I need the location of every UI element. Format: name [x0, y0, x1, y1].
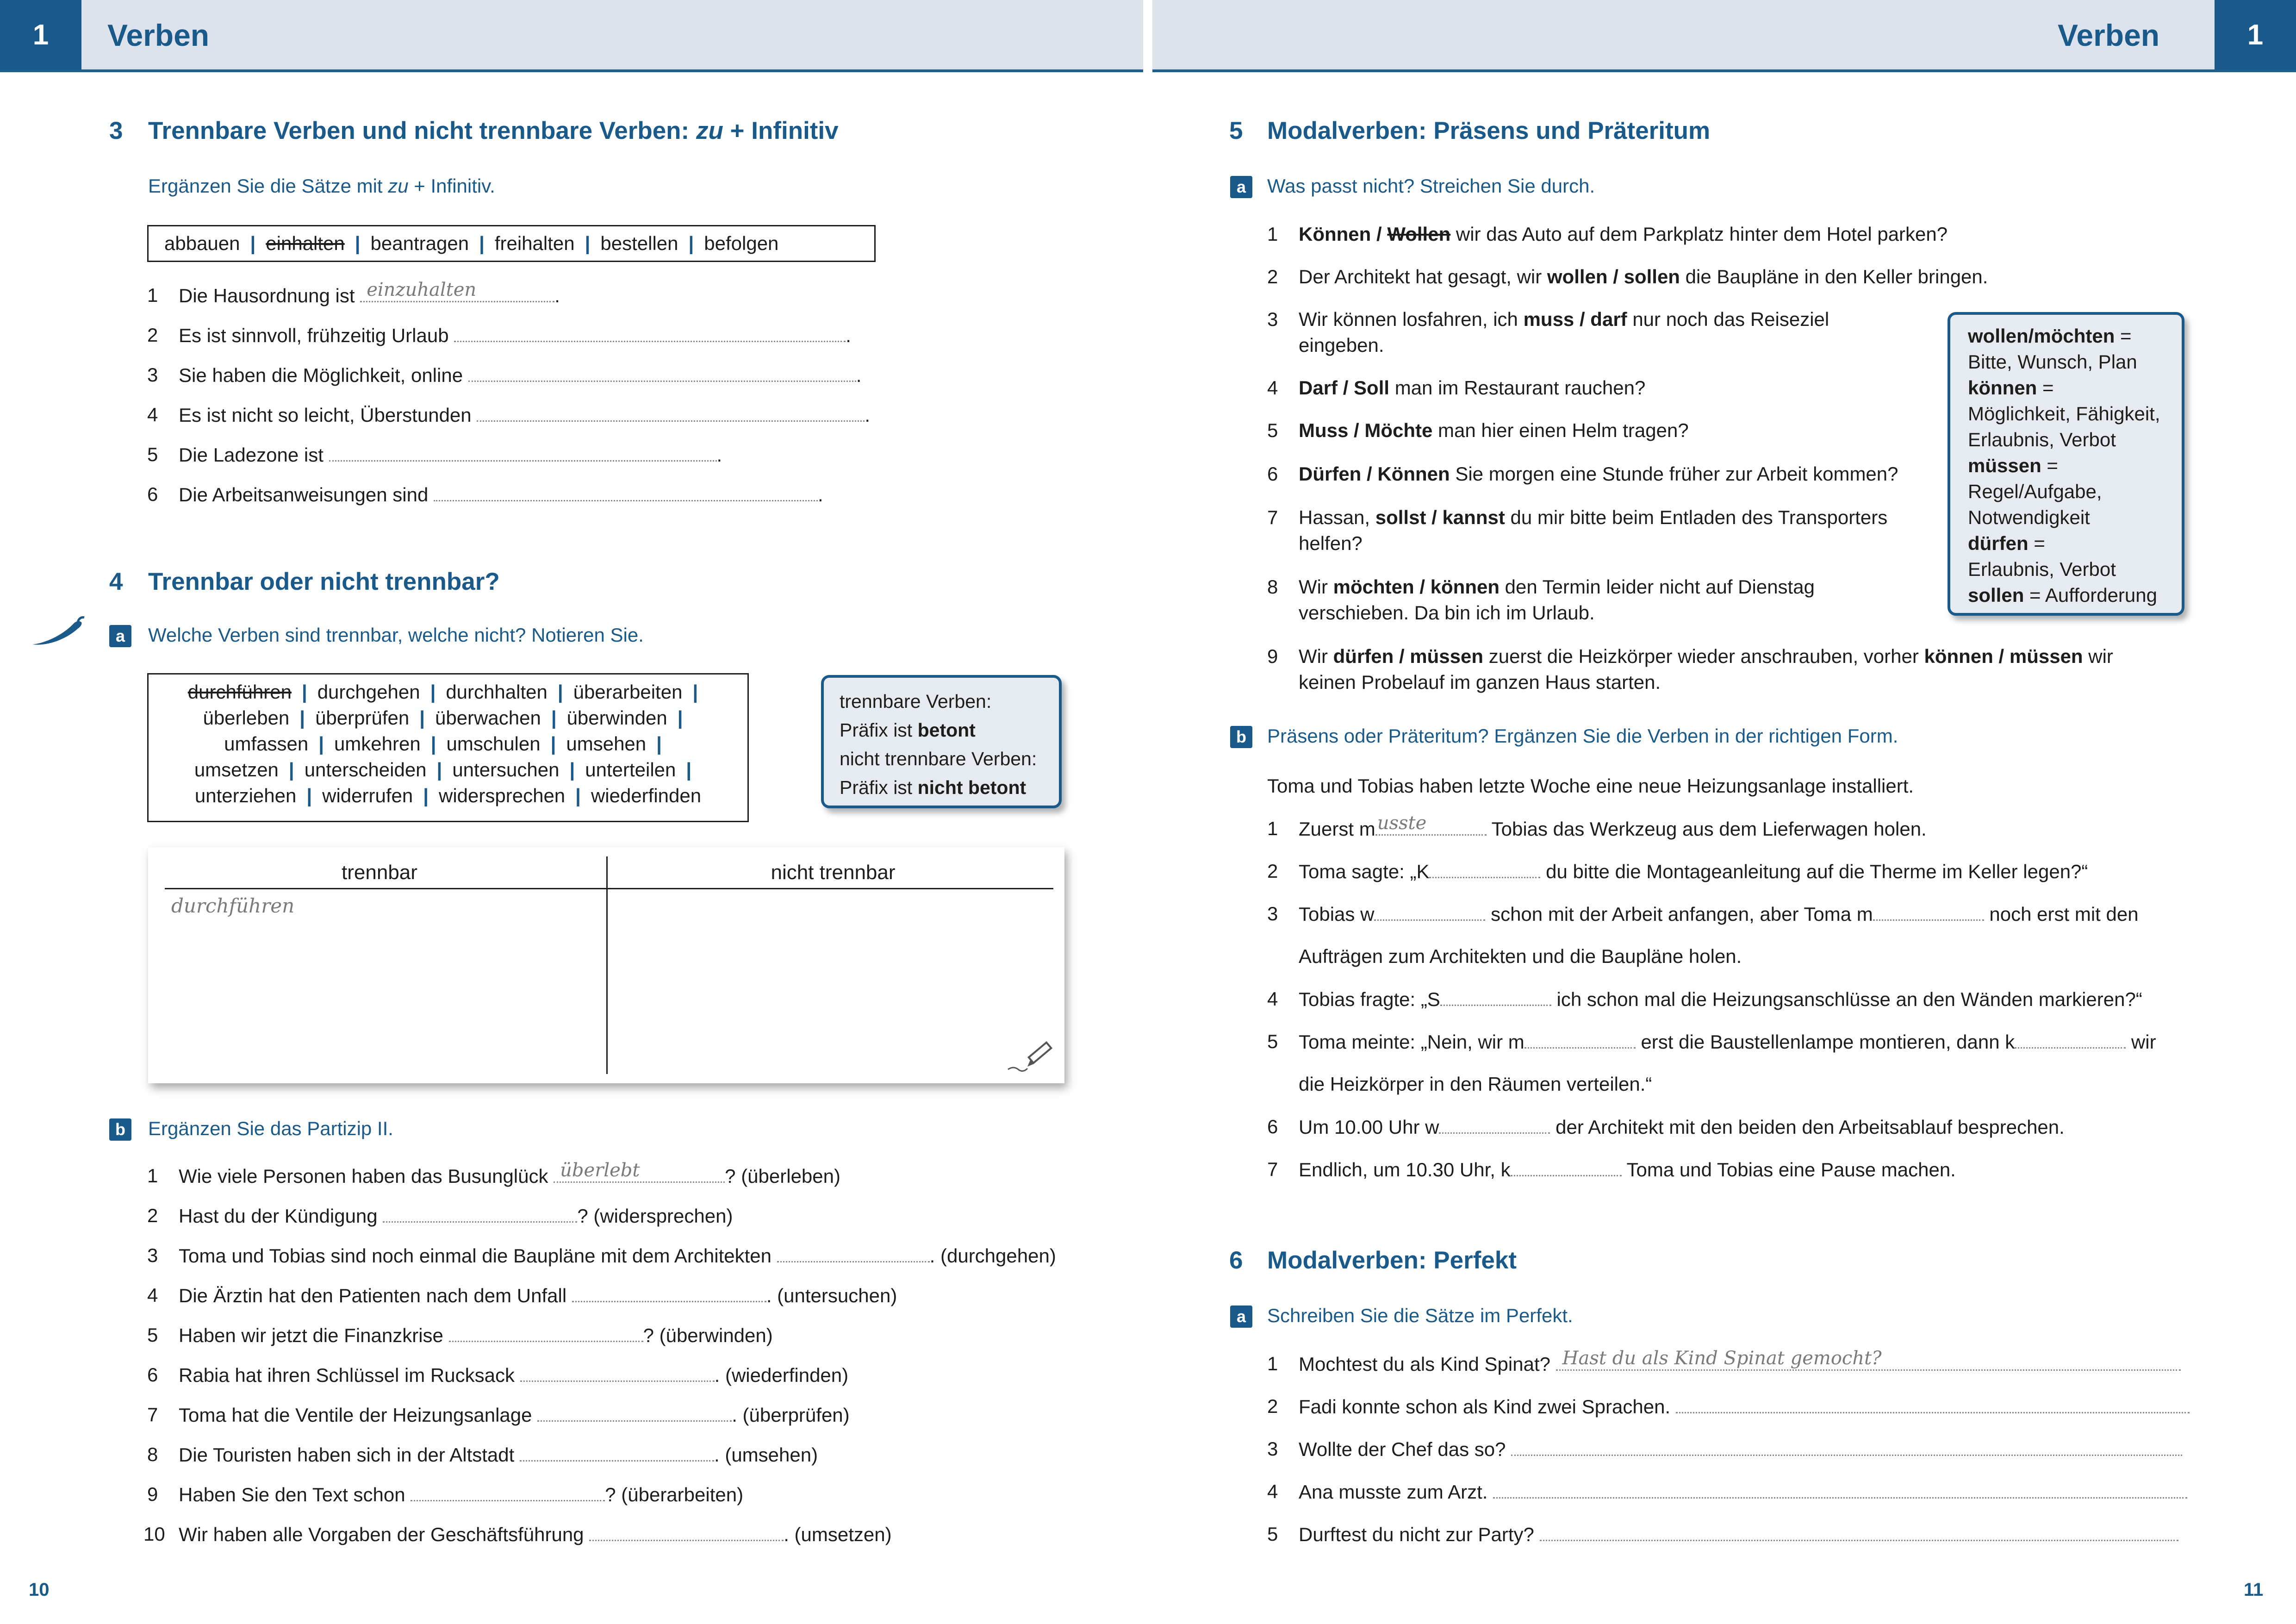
s5b-item-continuation: die Heizkörper in den Räumen verteilen.“ — [1299, 1073, 1652, 1095]
handwritten-answer: usste — [1377, 812, 1427, 834]
word-bestellen: bestellen — [600, 232, 678, 254]
answer-blank[interactable] — [1873, 901, 1984, 921]
s5b-item: Tobias w schon mit der Arbeit anfangen, aber Toma m noch erst mit den — [1299, 901, 2139, 927]
s5b-item-number: 2 — [1267, 860, 1278, 882]
s3-item-end: . — [865, 404, 870, 426]
section-3-instr-c: + Infinitiv. — [408, 175, 495, 197]
header-title-right: Verben — [2058, 18, 2160, 52]
s4b-item-number: 9 — [147, 1483, 158, 1505]
info-line: Erlaubnis, Verbot — [1968, 429, 2116, 450]
s4b-item: Toma hat die Ventile der Heizungsanlage . (überprüfen) — [179, 1402, 850, 1428]
section-4-a-badge: a — [109, 625, 131, 647]
s4b-item: Hast du der Kündigung ? (widersprechen) — [179, 1203, 733, 1229]
word-item: durchgehen — [317, 681, 420, 703]
s4b-item: Wie viele Personen haben das Busunglück überlebt ? (überleben) — [179, 1163, 840, 1189]
s4b-item-number: 10 — [143, 1523, 165, 1545]
word-item: umfassen — [224, 733, 309, 755]
s3-item-number: 3 — [147, 364, 158, 386]
s3-item — [179, 362, 861, 388]
answer-blank[interactable] — [1439, 1114, 1550, 1134]
section-5-b-intro: Toma und Tobias haben letzte Woche eine neue Heizungsanlage installiert. — [1267, 775, 1914, 797]
s5b-item: Toma meinte: „Nein, wir m erst die Baustellenlampe montieren, dann k wir — [1299, 1029, 2156, 1055]
word-befolgen: befolgen — [704, 232, 779, 254]
s5a-item-continuation: verschieben. Da bin ich im Urlaub. — [1299, 602, 1595, 624]
chapter-chip-left: 1 — [0, 0, 81, 69]
s4b-item-number: 5 — [147, 1324, 158, 1346]
s5b-item: Zuerst m usste Tobias das Werkzeug aus dem Lieferwagen holen. — [1299, 816, 1927, 842]
s3-item-text: Es ist sinnvoll, frühzeitig Urlaub — [179, 325, 449, 346]
word-row: unterziehen | widerrufen | widersprechen | wiederfinden — [194, 785, 702, 806]
answer-blank[interactable] — [1524, 1029, 1636, 1049]
s3-item-text: Die Arbeitsanweisungen sind — [179, 484, 429, 506]
s4b-item-number: 6 — [147, 1364, 158, 1386]
word-item: umkehren — [334, 733, 421, 755]
answer-blank[interactable] — [360, 279, 554, 302]
s3-item-number: 4 — [147, 404, 158, 425]
answer-blank[interactable] — [1374, 901, 1485, 921]
s5a-item-number: 7 — [1267, 506, 1278, 528]
answer-blank[interactable] — [1676, 1393, 2190, 1413]
chili-pepper-icon — [30, 616, 85, 648]
section-5-number: 5 — [1229, 117, 1243, 144]
page-number-left: 10 — [29, 1580, 50, 1600]
section-6-a-instruction: Schreiben Sie die Sätze im Perfekt. — [1267, 1305, 1573, 1326]
s5b-item: Toma sagte: „K du bitte die Montageanleitung auf die Therme im Keller legen?“ — [1299, 858, 2088, 885]
answer-blank[interactable] — [329, 442, 717, 462]
word-abbauen: abbauen — [164, 232, 240, 254]
s6-item-number: 1 — [1267, 1353, 1278, 1374]
handwritten-answer: einzuhalten — [367, 279, 477, 300]
table-header-trennbar: trennbar — [342, 861, 417, 884]
section-4-title: Trennbar oder nicht trennbar? — [148, 568, 500, 595]
s6-item-number: 5 — [1267, 1523, 1278, 1545]
answer-blank[interactable] — [1440, 986, 1551, 1006]
section-5-b-badge: b — [1230, 726, 1252, 748]
answer-blank[interactable] — [572, 1282, 766, 1302]
word-beantragen: beantragen — [370, 232, 469, 254]
word-row: durchführen | durchgehen | durchhalten | überarbeiten | — [187, 681, 698, 703]
section-3-title-b: zu — [696, 117, 723, 144]
answer-blank[interactable] — [477, 402, 865, 422]
s6-item: Durftest du nicht zur Party? — [1299, 1521, 2178, 1548]
info-line: wollen/möchten = — [1968, 325, 2132, 347]
word-item: umsehen — [566, 733, 647, 755]
word-item: wiederfinden — [591, 785, 702, 806]
answer-blank[interactable] — [1556, 1348, 2181, 1371]
info-line: nicht trennbare Verben: — [840, 748, 1037, 769]
word-item: überprüfen — [315, 707, 410, 729]
answer-blank[interactable] — [468, 362, 856, 382]
section-5-a-instruction: Was passt nicht? Streichen Sie durch. — [1267, 175, 1595, 197]
s5a-item: Darf / Soll man im Restaurant rauchen? — [1299, 377, 1646, 399]
info-line: Präfix ist nicht betont — [840, 777, 1027, 798]
page-number-right: 11 — [2244, 1580, 2264, 1600]
answer-blank[interactable] — [383, 1203, 577, 1223]
section-4-table — [148, 847, 1064, 1083]
s6-item: Mochtest du als Kind Spinat? Hast du als Kind Spinat gemocht? — [1299, 1351, 2181, 1377]
table-column-divider — [606, 856, 608, 1074]
s5a-item-number: 3 — [1267, 308, 1278, 330]
s3-item — [179, 322, 851, 349]
s6-item: Fadi konnte schon als Kind zwei Sprachen. — [1299, 1393, 2190, 1420]
s5b-item-number: 6 — [1267, 1116, 1278, 1137]
s5b-item: Endlich, um 10.30 Uhr, k Toma und Tobias eine Pause machen. — [1299, 1156, 1956, 1183]
s5a-item-continuation: eingeben. — [1299, 334, 1384, 356]
answer-blank[interactable] — [520, 1442, 714, 1462]
section-3-title-c: + Infinitiv — [723, 117, 839, 144]
table-header-nicht-trennbar: nicht trennbar — [771, 861, 896, 884]
word-item: widersprechen — [439, 785, 566, 806]
section-5-info-box — [1948, 312, 2184, 616]
s5b-item: Tobias fragte: „S ich schon mal die Heizungsanschlüsse an den Wänden markieren?“ — [1299, 986, 2142, 1012]
info-line: können = — [1968, 377, 2054, 399]
section-3-title — [148, 117, 839, 145]
section-4-a-instruction: Welche Verben sind trennbar, welche nicht? Notieren Sie. — [148, 624, 644, 646]
info-line: sollen = Aufforderung — [1968, 584, 2157, 606]
word-item: durchführen — [187, 681, 292, 703]
s3-item-end: . — [846, 325, 851, 346]
word-einhalten: einhalten — [266, 232, 345, 254]
pencil-icon — [1004, 1038, 1055, 1075]
info-line: Erlaubnis, Verbot — [1968, 558, 2116, 580]
answer-blank[interactable] — [1511, 1156, 1622, 1176]
s5a-item-continuation: keinen Probelauf im ganzen Haus starten. — [1299, 671, 1661, 693]
s5a-item: Hassan, sollst / kannst du mir bitte beim Entladen des Transporters — [1299, 506, 1888, 528]
section-5-b-instruction: Präsens oder Präteritum? Ergänzen Sie die Verben in der richtigen Form. — [1267, 725, 1898, 747]
s4b-item-number: 3 — [147, 1244, 158, 1266]
section-6-a-badge: a — [1230, 1305, 1252, 1328]
s5a-item: Wir dürfen / müssen zuerst die Heizkörper wieder anschrauben, vorher können / müssen wir — [1299, 645, 2113, 667]
info-line: Bitte, Wunsch, Plan — [1968, 351, 2137, 373]
handwritten-answer: überlebt — [560, 1160, 640, 1181]
s5a-item-continuation: helfen? — [1299, 532, 1363, 554]
section-3-word-box: abbauen | einhalten | beantragen | freihalten | bestellen | befolgen — [147, 225, 876, 262]
s3-item-number: 5 — [147, 443, 158, 465]
s3-item-text: Es ist nicht so leicht, Überstunden — [179, 404, 472, 426]
s3-item-end: . — [554, 285, 560, 306]
answer-blank[interactable] — [537, 1402, 732, 1422]
s3-item-end: . — [818, 484, 823, 506]
s3-item-end: . — [856, 364, 862, 386]
s3-item-end: . — [716, 444, 722, 466]
section-3-title-a: Trennbare Verben und nicht trennbare Verben: — [148, 117, 696, 144]
s4b-item: Wir haben alle Vorgaben der Geschäftsführung . (umsetzen) — [179, 1521, 892, 1548]
s4b-item: Haben wir jetzt die Finanzkrise ? (überwinden) — [179, 1322, 773, 1349]
s5a-item: Können / Wollen wir das Auto auf dem Parkplatz hinter dem Hotel parken? — [1299, 223, 1948, 245]
s3-item-number: 2 — [147, 324, 158, 346]
s4b-item: Haben Sie den Text schon ? (überarbeiten) — [179, 1481, 743, 1508]
s3-item — [179, 442, 722, 468]
answer-blank[interactable] — [1511, 1436, 2182, 1456]
answer-blank[interactable] — [777, 1243, 930, 1262]
section-6-number: 6 — [1229, 1247, 1243, 1274]
header-title-left: Verben — [107, 18, 210, 52]
answer-blank[interactable] — [520, 1362, 715, 1382]
word-item: umschulen — [446, 733, 541, 755]
word-row: umfassen | umkehren | umschulen | umsehen | — [224, 733, 662, 755]
answer-blank[interactable] — [1540, 1521, 2178, 1541]
s3-item — [179, 279, 560, 309]
info-line: müssen = — [1968, 455, 2058, 476]
s3-item — [179, 481, 823, 508]
word-item: überarbeiten — [573, 681, 683, 703]
word-freihalten: freihalten — [494, 232, 575, 254]
s5a-item: Muss / Möchte man hier einen Helm tragen? — [1299, 419, 1689, 441]
s5a-item: Dürfen / Können Sie morgen eine Stunde früher zur Arbeit kommen? — [1299, 463, 1898, 485]
s5b-item-number: 5 — [1267, 1031, 1278, 1052]
s4b-item: Die Ärztin hat den Patienten nach dem Unfall . (untersuchen) — [179, 1282, 897, 1309]
s5a-item: Wir können losfahren, ich muss / darf nur noch das Reiseziel — [1299, 308, 1829, 330]
s5a-item-number: 8 — [1267, 576, 1278, 598]
section-3-instruction — [148, 175, 495, 197]
word-item: durchhalten — [446, 681, 548, 703]
word-item: unterziehen — [194, 785, 297, 806]
word-item: überwinden — [566, 707, 667, 729]
section-4-word-box — [147, 673, 749, 822]
word-row: überleben | überprüfen | überwachen | überwinden | — [203, 707, 683, 729]
word-item: widerrufen — [322, 785, 413, 806]
section-6-title: Modalverben: Perfekt — [1267, 1247, 1517, 1274]
s3-item-number: 6 — [147, 483, 158, 505]
s5a-item-number: 1 — [1267, 223, 1278, 245]
s5a-item: Wir möchten / können den Termin leider nicht auf Dienstag — [1299, 576, 1815, 598]
s5b-item-continuation: Aufträgen zum Architekten und die Baupläne holen. — [1299, 945, 1742, 967]
section-5-title: Modalverben: Präsens und Präteritum — [1267, 117, 1711, 144]
info-line: Notwendigkeit — [1968, 506, 2090, 528]
s5b-item-number: 3 — [1267, 903, 1278, 924]
answer-blank[interactable] — [1429, 858, 1540, 878]
s5a-item-number: 6 — [1267, 463, 1278, 485]
info-line: dürfen = — [1968, 532, 2045, 554]
s5b-item-number: 7 — [1267, 1158, 1278, 1180]
s6-item-number: 3 — [1267, 1438, 1278, 1460]
s3-item — [179, 402, 870, 428]
table-header-line — [165, 888, 1053, 889]
s5a-item: Der Architekt hat gesagt, wir wollen / sollen die Baupläne in den Keller bringen. — [1299, 266, 1988, 287]
answer-blank[interactable] — [411, 1481, 605, 1501]
s5b-item-number: 4 — [1267, 988, 1278, 1010]
answer-blank[interactable] — [449, 1322, 643, 1342]
answer-blank[interactable] — [1375, 812, 1487, 836]
s3-item-text: Die Hausordnung ist — [179, 285, 355, 306]
table-example-answer: durchführen — [171, 894, 295, 917]
s4b-item-number: 2 — [147, 1205, 158, 1226]
section-5-a-badge: a — [1230, 176, 1252, 198]
chapter-chip-right: 1 — [2215, 0, 2296, 69]
section-4-info-box — [821, 675, 1062, 808]
s5a-item-number: 2 — [1267, 266, 1278, 287]
word-item: umsetzen — [194, 759, 279, 781]
s6-item-number: 2 — [1267, 1395, 1278, 1417]
answer-blank[interactable] — [434, 481, 818, 501]
word-item: überleben — [203, 707, 290, 729]
handwritten-answer: Hast du als Kind Spinat gemocht? — [1562, 1348, 1882, 1369]
section-4-b-badge: b — [109, 1118, 131, 1141]
s5a-item-number: 9 — [1267, 645, 1278, 667]
s4b-item-number: 1 — [147, 1165, 158, 1187]
s4b-item: Toma und Tobias sind noch einmal die Baupläne mit dem Architekten . (durchgehen) — [179, 1243, 1056, 1269]
answer-blank[interactable] — [1493, 1479, 2187, 1499]
answer-blank[interactable] — [2015, 1029, 2126, 1049]
answer-blank[interactable] — [554, 1160, 725, 1183]
word-item: unterteilen — [585, 759, 676, 781]
word-item: untersuchen — [452, 759, 560, 781]
s5b-item-number: 1 — [1267, 818, 1278, 839]
s6-item-number: 4 — [1267, 1480, 1278, 1502]
s5a-item-number: 4 — [1267, 377, 1278, 399]
answer-blank[interactable] — [589, 1521, 784, 1541]
s4b-item: Die Touristen haben sich in der Altstadt . (umsehen) — [179, 1442, 818, 1468]
answer-blank[interactable] — [454, 322, 846, 342]
s3-item-text: Sie haben die Möglichkeit, online — [179, 364, 463, 386]
word-row: umsetzen | unterscheiden | untersuchen | unterteilen | — [194, 759, 692, 781]
info-line: Möglichkeit, Fähigkeit, — [1968, 403, 2160, 425]
s5a-item-number: 5 — [1267, 419, 1278, 441]
section-3-instr-b: zu — [388, 175, 409, 197]
info-line: Regel/Aufgabe, — [1968, 481, 2102, 502]
info-line: trennbare Verben: — [840, 691, 992, 712]
s5b-item: Um 10.00 Uhr w der Architekt mit den beiden den Arbeitsablauf besprechen. — [1299, 1114, 2065, 1140]
info-line: Präfix ist betont — [840, 719, 976, 741]
s4b-item-number: 4 — [147, 1284, 158, 1306]
word-item: überwachen — [435, 707, 541, 729]
s3-item-number: 1 — [147, 284, 158, 306]
s4b-item: Rabia hat ihren Schlüssel im Rucksack . (wiederfinden) — [179, 1362, 848, 1388]
word-item: unterscheiden — [304, 759, 427, 781]
s3-item-text: Die Ladezone ist — [179, 444, 324, 466]
s4b-item-number: 8 — [147, 1443, 158, 1465]
section-3-instr-a: Ergänzen Sie die Sätze mit — [148, 175, 388, 197]
section-4-b-instruction: Ergänzen Sie das Partizip II. — [148, 1118, 393, 1139]
s6-item: Ana musste zum Arzt. — [1299, 1479, 2187, 1505]
section-3-number: 3 — [109, 117, 123, 144]
s4b-item-number: 7 — [147, 1404, 158, 1425]
section-4-number: 4 — [109, 568, 123, 595]
s6-item: Wollte der Chef das so? — [1299, 1436, 2182, 1462]
